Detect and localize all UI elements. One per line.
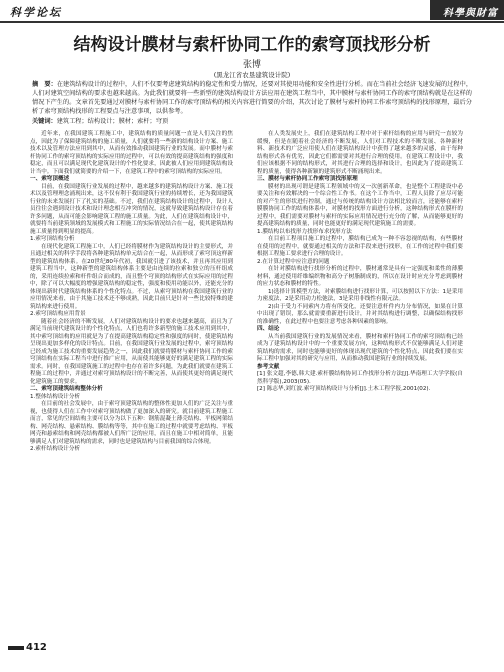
- paragraph: 在现代化建筑工程施工中，人们已经将膜材作为建筑结构设计的主要形式，并且通过相关的科学手段将各种建筑结构单元结合在一起，从而形成了索穹顶这样新型的建筑结构体系。在20世纪80年代初，我国就引进了该技术，并且再其应用到建筑工程当中，这种新型的建筑结构体系主要是由连续的拉索和独立的压杆组成的，采用连续拉索和杆件组合而成的，而且整个穹顶的结构形式在实际应用的过程中，除了可以大幅度的增强建筑结构的稳定性，强度和使用功能以外，还能充分的体现出新时代建筑结构体系的个性化特点。不过，从索穹顶结构在我国建筑行业的应用情况来看，由于其施工技术还不够成熟，因此目前只是针对一些比较特殊的建筑结构来进行使用。: [30, 243, 233, 310]
- section-heading: 一、索穹顶概述: [30, 176, 70, 182]
- paragraph: 2)由于受力不同索内力将有所变化，还要注意杆件内力分布情况，如果在计算中出现了错误，那么就需要重新进行设计，并对其结构进行调整，以确保结构找形的准确性，在此过程中也要注意考虑各种因素的影响。: [257, 303, 463, 325]
- reference-item: [1] 张文超,李德,韩大建.索杆膜结构协同工作找形分析方法[J].华南理工大学学报(自然科学版),2003(05).: [257, 371, 463, 385]
- abstract-text: 在建筑结构设计的过程中，人们不仅要考虑建筑结构的稳定性和受力情况，还要对其使用功能和安全性进行分析。而在当前社会经济飞速发展的过程中，人们对建筑空间结构的要求也越来越高。为此我们就要将一些新型的建筑结构设计方法应用在建筑工程当中，其中膜材与索杆协同工作的索穹顶结构就是在这样的情况下产生的。文章首先要通过对膜材与索杆协同工作的索穹顶结构的相关内容进行简要的介绍，其次讨论了膜材与索杆协同工作索穹顶结构的找形原理，最后分析了索穹顶结构找形的工程要点与注意事项，以供参考。: [32, 81, 473, 115]
- page-number-bar: [8, 646, 24, 650]
- paragraph: 在目前工程项目施工的过程中，膜结构已成为一种不容忽视的结构，有些膜材在使用的过程中，就要通过相关的方法和手段来进行找形，在工作的过程中我们要根据工程施工要求进行合理的设计。: [257, 236, 463, 257]
- right-column: [257, 131, 463, 394]
- page-number-text: 412: [26, 642, 47, 653]
- keywords-text: 建筑工程；结构设计；膜材；索杆；穹顶: [56, 118, 169, 125]
- subsection-heading: 1.索穹顶结构分析: [30, 236, 75, 242]
- page-header: [0, 0, 504, 26]
- subsection-heading: 2.索杆结构设计分析: [30, 446, 81, 452]
- abstract: [32, 80, 472, 116]
- left-column: [30, 131, 233, 454]
- paragraph: 近年来，在我国建筑工程施工中，建筑结构的质量问题一直是人们关注的焦点，因此为了保障建筑结构的施工质量，人们就要将一些新的结构设计方案、施工技术以及管理方法应用到其中，从而有效推动我国建筑行业的发展。而中膜材与索杆协同工作的索穹顶结构的实际应用的过程中，可以有效的提高建筑结构的强度和稳定，而且可以满足现代化建筑设计的个性化要求，因此被人们应用到建筑结构设计当中。下面我们就简要的介绍一下，在建筑工程中的索穹顶结构的实际应用。: [30, 131, 233, 175]
- abstract-label: 摘 要：: [32, 81, 57, 88]
- paragraph: 随着社会经济的不断发展，人们对建筑结构设计的要求也越来越高，而且为了满足当前现代建筑设计的个性化特点，人们也将许多新型的施工技术应用到其中，其中索穹顶结构的应用就是为了在提高建筑结构稳定性和强度的同时，使建筑结构呈现出更加多样化的设计特点。目前，在我国建筑行业发展的过程中，索穹顶结构已经成为施工技术的重要发展趋势之一，因此我们就要将膜材与索杆协同工作的索穹顶结构在实际工程当中进行推广应用，从而使其能够更好的满足建筑工程的实际需求。同时，在我国建筑施工的过程中也存在着许多问题，为此我们就要在建筑工程施工的过程中，并通过对索穹顶结构设计的不断完善，从而使其更好的满足现代化建筑施工的要求。: [30, 318, 233, 385]
- paragraph: 膜材的出现可谓是建筑工程领域中的又一次创新革命，也是整个工程建设中必要关注和有效解决的一个综合性工作书。在这个工作当中，工程人员除了应尽可能的对产生的形状进行控制，通过与传统的结构设计方法相比较而言，还能够在索杆膜膜协同工作的结构体系中，对膜材的找形方面进行分析，这种结构形式在膜杆的过程中，我们需要对膜材与索杆的实际应用情况进行充分的了解，从而能够更好的提高建筑结构的质量，同时也能更好的满足现代建筑施工的需要。: [257, 183, 463, 227]
- subsection-heading: 2.在计算过程中应注意的问题: [257, 258, 330, 265]
- paragraph: 在目前的社会发展中，由于索穹顶建筑结构的整体性更加人们的广泛关注与重视，也使得人们在工作中对索穹顶结构做了更加深入的研究。就目前建筑工程施工而言，常见的空间结构主要可以分为以下五种：钢筋混凝土薄壳结构、平板网架结构、网壳结构、悬索结构、膜结构等等，其中在施工的过程中就要考虑结构、平板网壳和悬索结构和网壳结构都被人们所广泛的应用，而且在施工中相对简单，且能够满足人们对建筑结构的需求，同时也是建筑结构与目前我国的综合体现。: [30, 401, 233, 445]
- page-number: [8, 640, 52, 656]
- article-title: 结构设计膜材与索杆协同工作的索穹顶找形分析: [73, 35, 431, 55]
- reference-item: [2] 陈志华,刘红波.索穹顶结构设计与分析[J].土木工程学报,2001(02).: [257, 386, 431, 392]
- subsection-heading: 2.索穹顶结构应用背景: [30, 311, 86, 317]
- keywords: [32, 117, 472, 126]
- paragraph: 从当前我国建筑行业的发展情况来看，膜材和索杆协同工作的索穹顶结构已经成为了建筑结构设计中的一个重要发展方向，这种结构形式不仅能够满足人们对建筑结构的需求，同时也能够更好的体现出现代建筑的个性化特点，因此我们要在实际工程中加强对其的研究与应用，从而推动我国建筑行业的持续发展。: [257, 333, 463, 362]
- section-heading: 参考文献: [257, 363, 280, 370]
- section-heading: 二、索穹顶建筑结构整体分析: [30, 386, 103, 392]
- section-label-right: 科學與財富: [443, 8, 498, 19]
- article-author: 张博: [242, 60, 261, 70]
- header-rule: [0, 21, 504, 23]
- keywords-label: 关键词：: [32, 118, 57, 125]
- author-affiliation: (黑龙江省农垦建筑设计院): [213, 71, 291, 79]
- subsection-heading: 1.膜结构以布找形力找形布求找形方法: [257, 228, 352, 235]
- subsection-heading: 1.整体结构设计分析: [30, 393, 81, 400]
- paragraph: 1)选择计算模型方法，对索膜结构进行找形计算，可以按照以下方法：1是采用力密度法，2是采用动力松弛法，3是采用非线性有限元法。: [257, 288, 463, 302]
- paragraph: 在人类发展史上，我们在建筑结构工程中对于索杆结构的应用与研究一直较为缓慢，但是在随着社会经济的不断发展，人们对工程技术的不断发展、各种新材料、新技术的广泛应用使人们在建筑结构设计中获得了越来越多的灵感，由于每种结构形式各有优劣，因此它们都需要对其进行合理的使用。在建筑工程设计中，我们应该根据不同的结构形式，对其进行合理的选择和设计，也因此为了提高建筑工程的质量，使得各种新颖的建筑形式不断涌现出来。: [257, 131, 463, 175]
- section-heading: 四、结论: [257, 326, 280, 332]
- section-heading: 三、膜材与索杆协同工作索穹顶找形原理: [257, 176, 358, 182]
- paragraph: 在针对膜结构进行找形分析的过程中，膜材通常是具有一定强度和柔性的薄膜材料，通过使用纤维编织物和高分子树脂制成的，所以在设计时应充分考虑到膜材的应力状态和膜材的特性。: [257, 266, 463, 287]
- section-label-left: 科学论坛: [10, 6, 62, 19]
- paragraph: 目前，在我国建筑行业发展的过程中，越来越多的建筑结构设计方案、施工技术以及管理理念涌现出来，这不仅有利于我国建筑行业的持续增长，还为我国建筑行业的未来发展打下了扎实的基础。不过，我们在建筑结构设计的过程中，设计人员往往会遇到设计技术和设计理念相互冲突的情况，这就导致建筑结构设计存在着许多问题，从而可能会影响建筑工程的施工质量。为此，人们在建筑结构设计中，就要将当前建筑领域的发展模式和工程施工的实际情况结合在一起，使其建筑结构施工质量得到明显的提高。: [30, 183, 233, 235]
